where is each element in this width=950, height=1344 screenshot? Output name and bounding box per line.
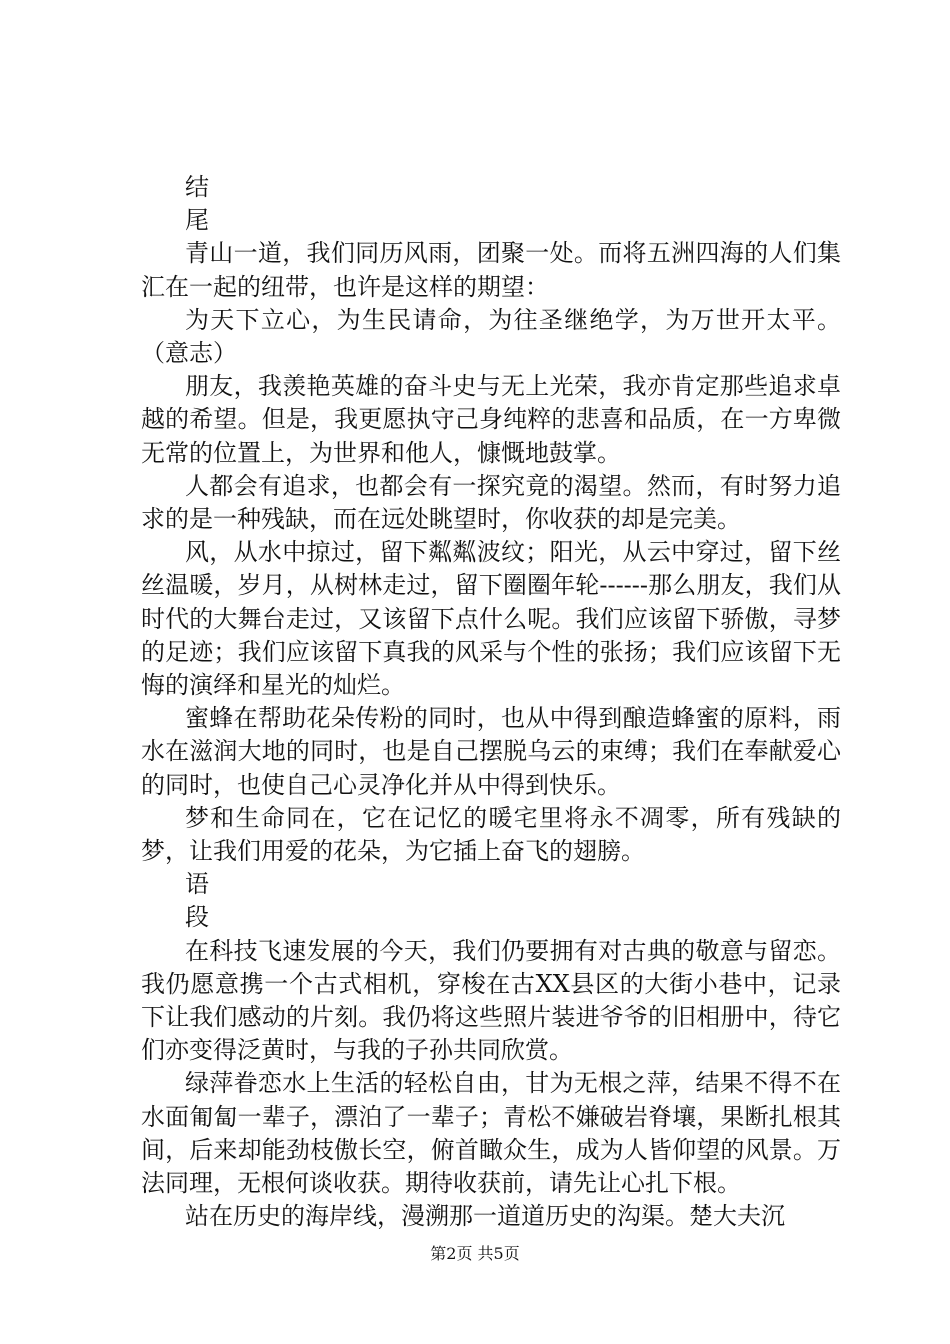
paragraph: 在科技飞速发展的今天，我们仍要拥有对古典的敬意与留恋。我仍愿意携一个古式相机，穿梭在古XX县区的大街小巷中，记录下让我们感动的片刻。我仍将这些照片装进爷爷的旧相册中，待它们亦变得泛黄时，与我的子孙共同欣赏。 [141,936,841,1065]
paragraph: 绿萍眷恋水上生活的轻松自由，甘为无根之萍，结果不得不在水面匍匐一辈子，漂泊了一辈子；青松不嫌破岩脊壤，果断扎根其间，后来却能劲枝傲长空，俯首瞰众生，成为人皆仰望的风景。万法同理，无根何谈收获。期待收获前，请先让心扎下根。 [141,1069,841,1198]
heading-char-3: 语 [185,870,209,899]
paragraph: 梦和生命同在，它在记忆的暖宅里将永不凋零，所有残缺的梦，让我们用爱的花朵，为它插上奋飞的翅膀。 [141,803,841,866]
paragraph: 风，从水中掠过，留下粼粼波纹；阳光，从云中穿过，留下丝丝温暖，岁月，从树林走过，留下圈圈年轮------那么朋友，我们从时代的大舞台走过，又该留下点什么呢。我们应该留下骄傲，寻梦的足迹；我们应该留下真我的风采与个性的张扬；我们应该留下无悔的演绎和星光的灿烂。 [141,538,841,700]
paragraph: 人都会有追求，也都会有一探究竟的渴望。然而，有时努力追求的是一种残缺，而在远处眺望时，你收获的却是完美。 [141,471,841,534]
page-number-footer: 第2页 共5页 [430,1244,520,1263]
paragraph: 青山一道，我们同历风雨，团聚一处。而将五洲四海的人们集汇在一起的纽带，也许是这样的期望： [141,239,841,301]
paragraph: 蜜蜂在帮助花朵传粉的同时，也从中得到酿造蜂蜜的原料，雨水在滋润大地的同时，也是自己摆脱乌云的束缚；我们在奉献爱心的同时，也使自己心灵净化并从中得到快乐。 [141,704,841,799]
heading-char-4: 段 [185,903,209,932]
paragraph: 朋友，我羡艳英雄的奋斗史与无上光荣，我亦肯定那些追求卓越的希望。但是，我更愿执守己身纯粹的悲喜和品质，在一方卑微无常的位置上，为世界和他人，慷慨地鼓掌。 [141,372,841,467]
paragraph: 站在历史的海岸线，漫溯那一道道历史的沟渠。楚大夫沉 [185,1202,785,1231]
heading-char-2: 尾 [185,206,209,235]
heading-char-1: 结 [185,173,209,201]
document-body [141,171,841,1234]
paragraph: 为天下立心，为生民请命，为往圣继绝学，为万世开太平。（意志） [141,305,841,368]
